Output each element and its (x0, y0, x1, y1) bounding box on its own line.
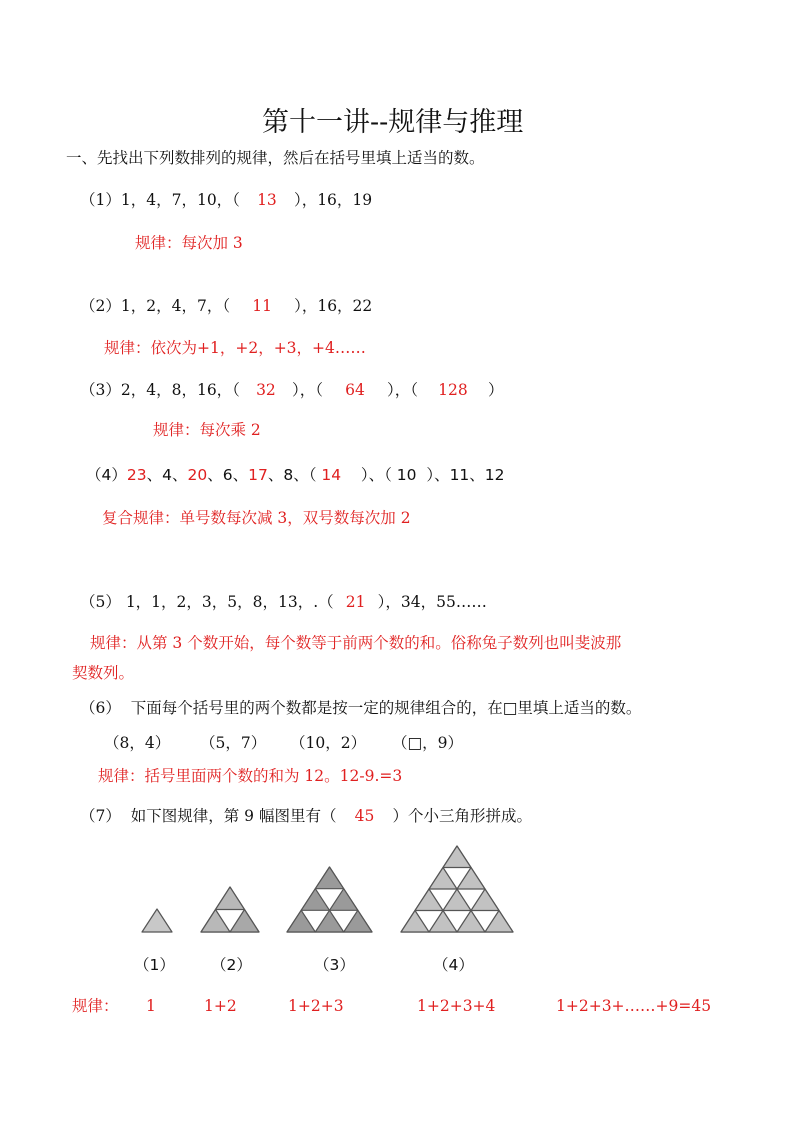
pair-1: （8，4） (104, 734, 171, 752)
question-text: 下面每个括号里的两个数都是按一定的规律组合的，在□里填上适当的数。 (130, 699, 642, 717)
answer-blank[interactable]: 13 (257, 191, 277, 209)
rule-2: 规律：依次为+1，+2，+3，+4…… (104, 339, 366, 357)
figure-label-1: （1） (134, 956, 175, 974)
sequence-before: 1，4，7，10，（ (120, 191, 240, 209)
rule-7-term-1: 1 (146, 997, 156, 1015)
rule-4: 复合规律：单号数每次减 3，双号数每次加 2 (102, 509, 411, 527)
even-term: 、8、（ (267, 466, 322, 484)
question-before: 如下图规律，第 9 幅图里有（ (130, 807, 337, 825)
separator: ），（ (291, 381, 323, 399)
rule-1: 规律：每次加 3 (135, 234, 243, 252)
pair-4-blank[interactable]: （□，9） (392, 734, 464, 752)
rule-3: 规律：每次乘 2 (153, 421, 261, 439)
odd-term: 17 (248, 466, 268, 484)
answer-blank-1[interactable]: 32 (256, 381, 276, 399)
problem-label: （2） (80, 297, 121, 315)
page-title: 第十一讲--规律与推理 (262, 107, 524, 138)
even-term: 、6、 (207, 466, 249, 484)
sequence-after: ）、（ 10 ）、11、12 (341, 466, 505, 484)
pair-3: （10，2） (290, 734, 367, 752)
separator: ），（ (386, 381, 418, 399)
sequence-before: 2，4，8，16，（ (120, 381, 240, 399)
answer-blank[interactable]: 45 (354, 807, 375, 825)
triangle-figure-4 (401, 846, 513, 932)
answer-blank-3[interactable]: 128 (438, 381, 468, 399)
pair-2: （5，7） (200, 734, 267, 752)
problem-label: （6） (80, 699, 121, 717)
sequence-after: ），34，55…… (377, 593, 487, 611)
rule-7-label: 规律： (72, 997, 119, 1015)
rule-6: 规律：括号里面两个数的和为 12。12-9.=3 (98, 767, 403, 785)
answer-blank[interactable]: 14 (321, 466, 342, 484)
figure-label-2: （2） (211, 956, 252, 974)
rule-5-line-2: 契数列。 (72, 664, 135, 682)
rule-7-term-2: 1+2 (204, 997, 237, 1015)
sequence-after: ），16，22 (294, 297, 373, 315)
sequence-after: ），16，19 (293, 191, 373, 209)
sequence-after: ） (487, 381, 504, 399)
figure-label-3: （3） (314, 956, 355, 974)
triangle-figure-1 (142, 909, 172, 932)
figure-label-4: （4） (433, 956, 474, 974)
section-heading: 一、先找出下列数排列的规律，然后在括号里填上适当的数。 (66, 149, 485, 167)
triangle-figure-2 (201, 887, 259, 932)
question-after: ）个小三角形拼成。 (392, 807, 532, 825)
sequence-before: 1，2，4，7，（ (120, 297, 231, 315)
rule-7-term-3: 1+2+3 (288, 997, 344, 1015)
even-term: 、4、 (146, 466, 188, 484)
odd-term: 23 (126, 466, 147, 484)
rule-5-line-1: 规律：从第 3 个数开始，每个数等于前两个数的和。俗称兔子数列也叫斐波那 (90, 634, 622, 652)
rule-7-term-4: 1+2+3+4 (417, 997, 496, 1015)
problem-label: （7） (80, 807, 121, 825)
answer-blank-2[interactable]: 64 (345, 381, 365, 399)
problem-label: （5） (80, 593, 121, 611)
rule-7-term-9: 1+2+3+……+9=45 (556, 997, 712, 1015)
sequence-before: 1，1，2，3，5，8，13，.（ (125, 593, 334, 611)
triangle-figure-3 (287, 867, 372, 932)
answer-blank[interactable]: 11 (252, 297, 272, 315)
odd-term: 20 (187, 466, 208, 484)
answer-blank[interactable]: 21 (345, 593, 366, 611)
problem-label: （3） (80, 381, 121, 399)
problem-label: （4） (86, 466, 127, 484)
problem-label: （1） (80, 191, 121, 209)
